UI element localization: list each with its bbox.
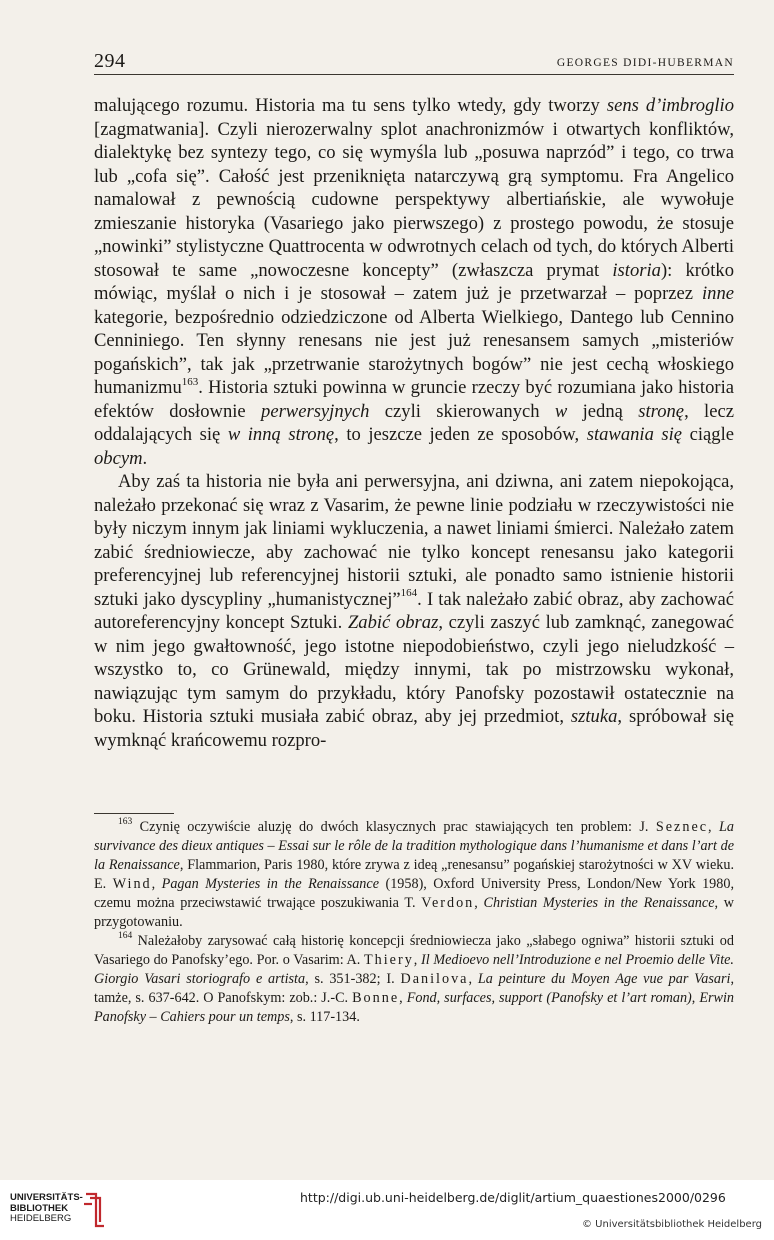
logo-line-2: BIBLIOTHEK (10, 1202, 69, 1214)
text-run: w inną stronę (227, 424, 335, 445)
text-run: stawania się (586, 424, 683, 445)
text-run: , (399, 990, 407, 1006)
text-run: perwersyjnych (261, 400, 370, 422)
text-run: Il Medioevo nell’Introduzione e nel Proemio delle Vite. Giorgio Vasari storiografo e artista (94, 952, 734, 987)
text-run: , spróbował się wymknąć krańcowemu rozpro- (94, 706, 734, 751)
text-run: sztuka (570, 706, 618, 727)
text-run: , s. 351-382; I. (305, 971, 401, 987)
text-run: , (691, 990, 700, 1006)
text-run: Christian Mysteries in the Renaissance (483, 895, 715, 911)
text-run: Erwin Panofsky – Cahiers pour un temps (94, 990, 735, 1025)
text-run: , s. 117-134. (289, 1009, 360, 1025)
text-run: Czynię oczywiście aluzję do dwóch klasycznych prac stawiających ten problem: J. (132, 819, 656, 835)
text-run: Verdon (421, 895, 475, 911)
text-run: czyli skierowanych (369, 400, 555, 422)
text-run: (1958), Oxford University Press, London/New York 1980, czemu można przeciwstawić trwające poszukiwania T. (94, 876, 734, 911)
text-run: , to jeszcze jeden ze sposobów, (334, 424, 587, 445)
logo-line-3: HEIDELBERG (10, 1213, 72, 1224)
text-run: , (474, 895, 484, 911)
permalink-url[interactable]: http://digi.ub.uni-heidelberg.de/diglit/artium_quaestiones2000/0296 (300, 1190, 726, 1205)
text-run: Zabić obraz (347, 612, 439, 633)
copyright-notice: © Universitätsbibliothek Heidelberg (581, 1219, 762, 1230)
footnote-ref: 164 (118, 931, 133, 942)
text-run: Fond, surfaces, support (Panofsky et l’art roman) (406, 990, 692, 1006)
page-number: 294 (94, 50, 126, 72)
text-run: , w przygotowaniu. (94, 895, 735, 930)
library-logo-text (10, 1193, 83, 1225)
text-run: istoria (612, 259, 661, 281)
text-run: La peinture du Moyen Age vue par Vasari (477, 971, 731, 987)
text-run: jedną (567, 400, 639, 422)
text-run: , (413, 952, 421, 968)
main-text (94, 94, 734, 752)
text-run: , czyli zaszyć lub zamknąć, zanegować w nim jego gwałtowność, jego istotne niepodobieństwo, czyli jego nieludzkość – wszystko to, co Grünewald, między innymi, tak po mistrzowsku wykonał, nawiązując tym samym do przykładu, który Panofsky pozostawił ostatecznie na boku. Historia sztuki musiała zabić obraz, aby jej przedmiot, (94, 612, 734, 727)
text-run: . (142, 447, 148, 469)
text-run: La survivance des dieux antiques – Essai sur le rôle de la tradition mythologique dans l’humanisme et dans l’art de la Renaissance (94, 819, 735, 873)
text-run: stronę (638, 400, 685, 422)
text-run: ciągle (682, 424, 734, 445)
footnote-ref: 164 (400, 587, 418, 600)
logo-line-1: UNIVERSITÄTS- (10, 1192, 83, 1203)
text-run: . Historia sztuki powinna w gruncie rzeczy być rozumiana jako historia efektów dosłownie (94, 377, 734, 422)
text-run: Thiery (363, 952, 414, 968)
text-run: , Flammarion, Paris 1980, które zrywa z ideą „renesansu” pogańskiej starożytności w XV wieku. E. (94, 857, 734, 892)
text-run: obcym (94, 447, 143, 469)
text-run: inne (701, 283, 734, 304)
text-run: [zagmatwania]. Czyli nierozerwalny splot anachronizmów i otwartych konfliktów, dialektykę bez syntezy tego, co się wymyśla lub „posuwa naprzód” i tego, co trwa lub „cofa się”. Całość jest przeniknięta natarczywą grą symptomu. Fra Angelico namalował z pewnością cudowne perspektywy albertiańskie, ale wywołuje zmieszanie historyka (Vasariego jako pierwszego) z prostego powodu, że stosuje „nowinki” stylistyczne Quattrocenta w odwrotnych celach od tych, do których Alberti stosował te same „nowoczesne koncepty” (zwłaszcza prymat (94, 118, 734, 281)
text-run: Wind (112, 876, 152, 892)
running-title: GEORGES DIDI-HUBERMAN (556, 57, 734, 69)
text-run: , tamże, s. 637-642. O Panofskym: zob.: J.-C. (94, 971, 734, 1006)
footnotes (94, 818, 734, 1027)
text-run: ): krótko mówiąc, myślał o nich i je stosował – zatem już je przetwarzał – poprzez (94, 259, 734, 304)
text-run: sens d’imbroglio (606, 95, 734, 116)
footnote-163 (94, 818, 734, 932)
text-run: Aby zaś ta historia nie była ani perwersyjna, ani dziwna, ani zatem niepokojąca, należało przekonać się wraz z Vasarim, że pewne linie podziału w rzeczywistości nie były niczym innym jak liniami wykluczenia, a nawet liniami śmierci. Należało zatem zabić średniowiecze, aby zachować nie tylko koncept renesansu jako kategorii preferencyjnej lub referencyjnej historii sztuki, ale ponadto samo istnienie historii sztuki jako dyscypliny „humanistycznej” (94, 471, 734, 610)
text-run: , (151, 876, 162, 892)
text-run: , (708, 819, 720, 835)
text-run: . I tak należało zabić obraz, aby zachować autoreferencyjny koncept Sztuki. (94, 588, 734, 633)
footnote-ref: 163 (181, 375, 199, 388)
text-run: Danilova (400, 971, 469, 987)
footnote-divider (94, 813, 174, 814)
text-run: , (468, 971, 478, 987)
footnote-ref: 163 (118, 817, 133, 828)
text-run: , lecz oddalających się (94, 400, 734, 445)
text-run: Seznec (655, 819, 709, 835)
footnote-164 (94, 932, 734, 1027)
paragraph-1 (94, 94, 734, 470)
page-header (94, 50, 734, 75)
text-run: malującego rozumu. Historia ma tu sens tylko wtedy, gdy tworzy (94, 95, 607, 116)
text-run: w (554, 400, 568, 422)
viewer-footer (0, 1180, 774, 1240)
text-run: Bonne (352, 990, 400, 1006)
paragraph-2 (94, 470, 734, 752)
library-logo-icon (82, 1190, 108, 1230)
text-run: kategorie, bezpośrednio odziedziczone od Alberta Wielkiego, Dantego lub Cennino Cenniniego. Ten słynny renesans nie jest już renesansem samych „misteriów pogańskich”, tak jak „przetrwanie starożytnych bogów” nie jest cechą włoskiego humanizmu (94, 306, 734, 398)
text-run: Pagan Mysteries in the Renaissance (161, 876, 379, 892)
text-run: Należałoby zarysować całą historię koncepcji średniowiecza jako „słabego ogniwa” historii sztuki od Vasariego do Panofsky’ego. Por. o Vasarim: A. (94, 933, 734, 968)
